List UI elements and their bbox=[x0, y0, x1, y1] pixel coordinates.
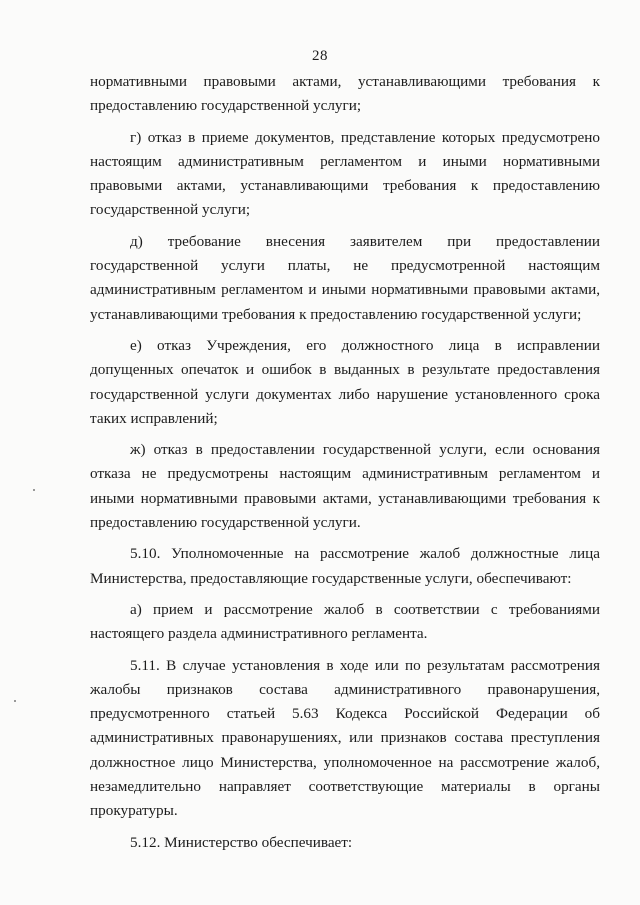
paragraph-item-zh: ж) отказ в предоставлении государственной услуги, если основания отказа не предусмотрены настоящим административным регламентом и иными нормативными правовыми актами, устанавливающими требования к предоставлению государственной услуги. bbox=[90, 441, 600, 532]
paragraph-item-d: д) требование внесения заявителем при предоставлении государственной услуги платы, не предусмотренной настоящим административным регламентом и иными нормативными правовыми актами, устанавливающими требования к предоставлению государственной услуги; bbox=[90, 232, 600, 323]
paragraph-5-10: 5.10. Уполномоченные на рассмотрение жалоб должностные лица Министерства, предоставляющие государственные услуги, обеспечивают: bbox=[90, 545, 600, 587]
paragraph-5-12: 5.12. Министерство обеспечивает: bbox=[130, 833, 353, 851]
paragraph-item-a: а) прием и рассмотрение жалоб в соответствии с требованиями настоящего раздела административного регламента. bbox=[90, 600, 600, 643]
paragraph-continuation: нормативными правовыми актами, устанавливающими требования к предоставлению государственной услуги; bbox=[90, 73, 600, 115]
page-number: 28 bbox=[312, 48, 328, 64]
scan-speck bbox=[33, 489, 35, 491]
paragraph-item-e: е) отказ Учреждения, его должностного лица в исправлении допущенных опечаток и ошибок в выданных в результате предоставления государственной услуги документах либо нарушение установленного срока таких исправлений; bbox=[90, 336, 600, 427]
document-body bbox=[90, 70, 600, 862]
paragraph-item-g: г) отказ в приеме документов, представление которых предусмотрено настоящим административным регламентом и иными нормативными правовыми актами, устанавливающими требования к предоставлению государственной услуги; bbox=[90, 128, 600, 219]
paragraph-5-11: 5.11. В случае установления в ходе или по результатам рассмотрения жалобы признаков состава административного правонарушения, предусмотренного статьей 5.63 Кодекса Российской Федерации об административных правонарушениях, или признаков состава преступления должностное лицо Министерства, уполномоченное на рассмотрение жалоб, незамедлительно направляет соответствующие материалы в органы прокуратуры. bbox=[90, 656, 600, 820]
scan-speck bbox=[14, 700, 16, 702]
